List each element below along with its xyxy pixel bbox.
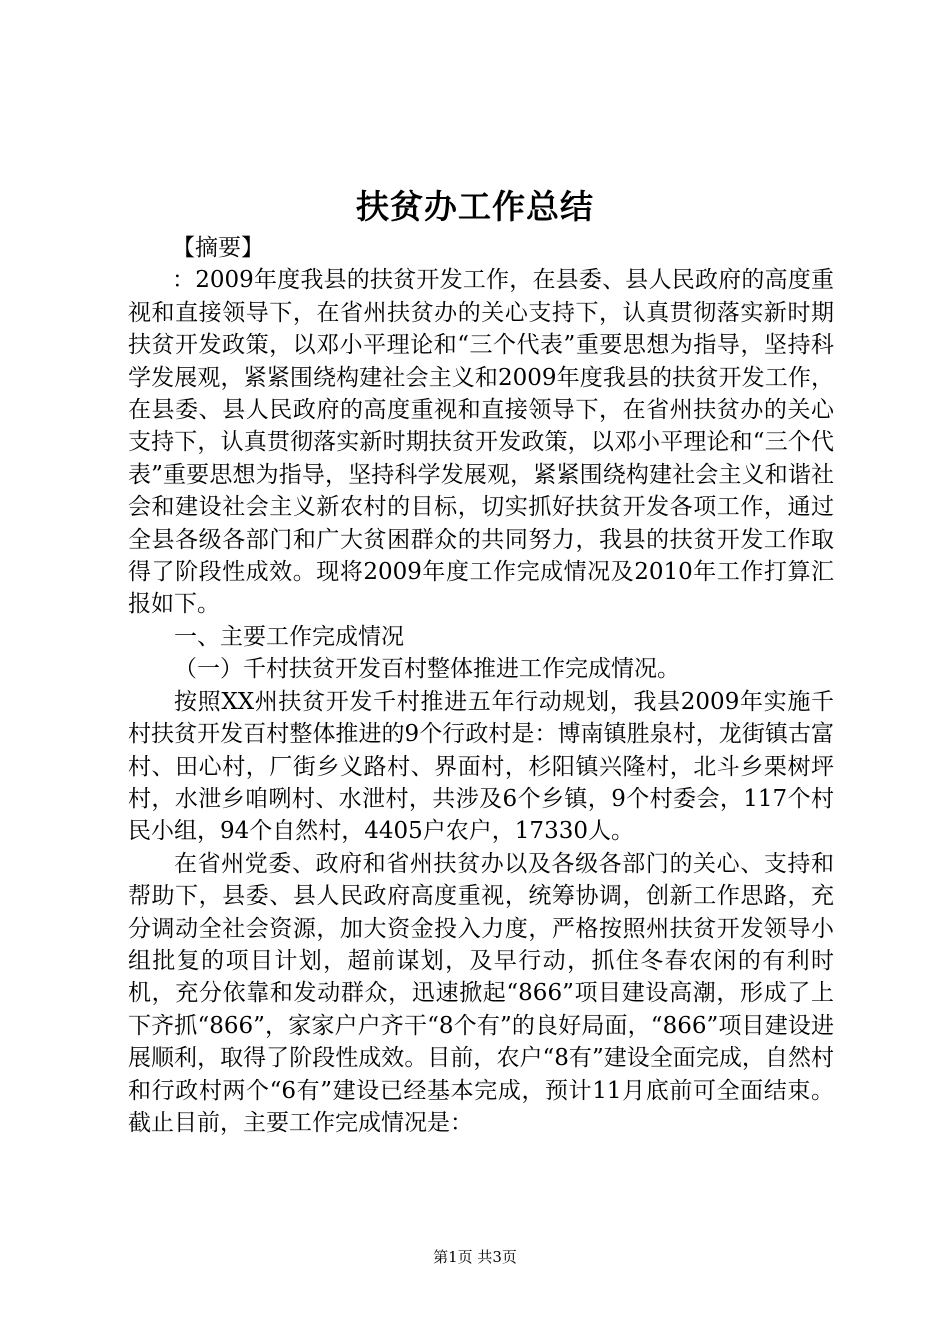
page-footer: 第1页 共3页 — [433, 1248, 517, 1266]
body-paragraph: 在省州党委、政府和省州扶贫办以及各级各部门的关心、支持和帮助下，县委、县人民政府高度重视，统筹协调，创新工作思路，充分调动全社会资源，加大资金投入力度，严格按照州扶贫开发领导小组批复的项目计划，超前谋划，及早行动，抓住冬春农闲的有利时机，充分依靠和发动群众，迅速掀起“866”项目建设高潮，形成了上下齐抓“866”，家家户户齐干“8个有”的良好局面，“866”项目建设进展顺利，取得了阶段性成效。目前，农户“8有”建设全面完成，自然村和行政村两个“6有”建设已经基本完成，预计11月底前可全面结束。截止目前，主要工作完成情况是： — [128, 850, 834, 1136]
subsection-heading: （一）千村扶贫开发百村整体推进工作完成情况。 — [174, 656, 680, 683]
body-paragraph: 按照XX州扶贫开发千村推进五年行动规划，我县2009年实施千村扶贫开发百村整体推进的9个行政村是：博南镇胜泉村，龙街镇古富村、田心村，厂街乡义路村、界面村，杉阳镇兴隆村，北斗乡栗树坪村，水泄乡咱咧村、水泄村，共涉及6个乡镇，9个村委会，117个村民小组，94个自然村，4405户农户，17330人。 — [128, 688, 834, 845]
section-heading: 一、主要工作完成情况 — [174, 623, 404, 650]
document-title: 扶贫办工作总结 — [356, 187, 594, 226]
document-body — [128, 232, 834, 1139]
abstract-label: 【摘要】 — [172, 235, 264, 261]
abstract-paragraph: ：2009年度我县的扶贫开发工作，在县委、县人民政府的高度重视和直接领导下，在省州扶贫办的关心支持下，认真贯彻落实新时期扶贫开发政策，以邓小平理论和“三个代表”重要思想为指导，坚持科学发展观，紧紧围绕构建社会主义和2009年度我县的扶贫开发工作，在县委、县人民政府的高度重视和直接领导下，在省州扶贫办的关心支持下，认真贯彻落实新时期扶贫开发政策，以邓小平理论和“三个代表”重要思想为指导，坚持科学发展观，紧紧围绕构建社会主义和谐社会和建设社会主义新农村的目标，切实抓好扶贫开发各项工作，通过全县各级各部门和广大贫困群众的共同努力，我县的扶贫开发工作取得了阶段性成效。现将2009年度工作完成情况及2010年工作打算汇报如下。 — [128, 267, 834, 618]
